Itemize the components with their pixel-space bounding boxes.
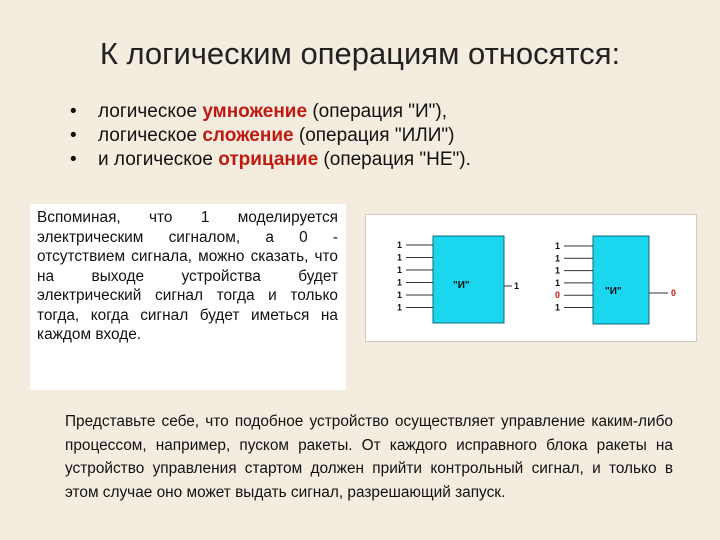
gate-1-label: "И" bbox=[453, 280, 470, 291]
gate-1-input-value: 1 bbox=[397, 265, 403, 275]
highlight-term: умножение bbox=[202, 101, 308, 122]
bullet-text: (операция "ИЛИ") bbox=[293, 125, 455, 146]
bullet-text: (операция "НЕ"). bbox=[318, 149, 471, 170]
bullet-dot: • bbox=[70, 125, 77, 146]
highlight-term: отрицание bbox=[218, 149, 319, 170]
list-item bbox=[70, 100, 471, 124]
gate-2-input-value: 1 bbox=[555, 302, 561, 313]
highlight-term: сложение bbox=[202, 125, 294, 146]
bullet-text: (операция "И"), bbox=[307, 101, 448, 122]
bullet-text: и логическое bbox=[98, 149, 219, 170]
explanation-text-box: Вспоминая, что 1 моделируется электрическим сигналом, а 0 - отсутствием сигнала, можно сказать, что на выходе устройства будет электрический сигнал тогда и только тогда, когда сигнал будет иметься на каждом входе. bbox=[30, 204, 346, 390]
diagram-svg bbox=[366, 215, 698, 343]
bullet-text: логическое bbox=[98, 125, 203, 146]
gate-1-output-value: 1 bbox=[514, 281, 520, 291]
gate-2-input-value: 1 bbox=[555, 253, 561, 264]
list-item bbox=[70, 148, 471, 172]
gate-1-input-value: 1 bbox=[397, 277, 403, 288]
rocket-example-text: Представьте себе, что подобное устройство осуществляет управление каким-либо процессом, например, пуском ракеты. От каждого исправного блока ракеты на устройство управления стартом должен прийти контрольный сигнал, и только в этом случае оно может выдать сигнал, разрешающий запуск. bbox=[65, 413, 673, 501]
gate-1-input-value: 1 bbox=[397, 290, 403, 300]
gate-2-label: "И" bbox=[605, 286, 622, 297]
and-gate-diagram bbox=[365, 214, 697, 342]
operations-list bbox=[70, 100, 471, 172]
bullet-dot: • bbox=[70, 149, 77, 170]
gate-2-input-value: 1 bbox=[555, 241, 561, 251]
gate-2-body bbox=[593, 236, 649, 324]
list-item bbox=[70, 124, 471, 148]
bullet-text: логическое bbox=[98, 101, 203, 122]
slide-title: К логическим операциям относятся: bbox=[99, 36, 621, 71]
gate-2-output-value: 0 bbox=[671, 288, 677, 298]
gate-2-input-value: 0 bbox=[555, 290, 561, 301]
bullet-dot: • bbox=[70, 101, 77, 122]
gate-1-input-value: 1 bbox=[397, 240, 403, 250]
gate-2-input-value: 1 bbox=[555, 265, 561, 276]
gate-1-input-value: 1 bbox=[397, 302, 403, 313]
gate-2-input-value: 1 bbox=[555, 277, 561, 288]
gate-1-input-value: 1 bbox=[397, 252, 403, 263]
